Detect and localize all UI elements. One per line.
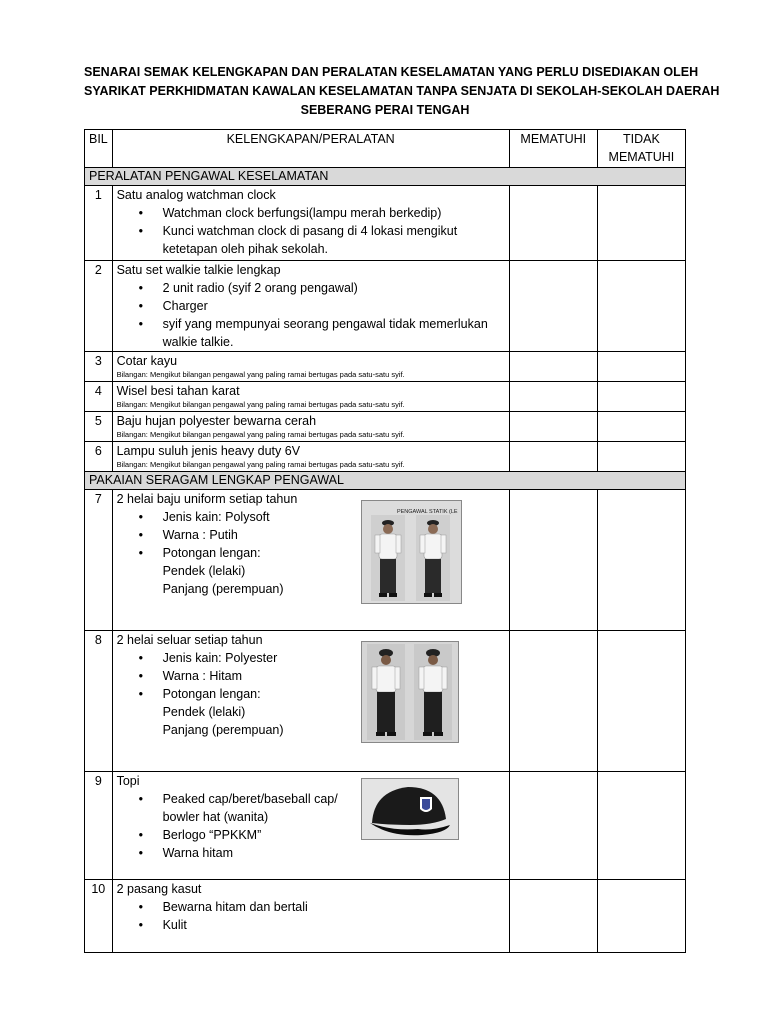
- section-row-pakaian: [85, 472, 686, 490]
- row-number: 1: [85, 186, 113, 261]
- uniformed-guards-figure-icon: [362, 501, 461, 603]
- sub-item: Panjang (perempuan): [162, 582, 284, 596]
- item-cell: [112, 490, 509, 631]
- item-title: 2 helai baju uniform setiap tahun: [116, 492, 298, 506]
- uniform-trousers-photo: [361, 641, 459, 743]
- row-number: 7: [85, 490, 113, 631]
- bullet-list: [117, 790, 353, 862]
- header-tidak-line2: MEMATUHI: [608, 150, 675, 164]
- list-item: • Jenis kain: Polysoft: [163, 508, 505, 526]
- row-number: 4: [85, 382, 113, 412]
- section-row-peralatan: [85, 168, 686, 186]
- mematuhi-checkbox-cell[interactable]: [509, 772, 597, 880]
- item-title: Topi: [116, 774, 140, 788]
- table-row: [85, 772, 686, 880]
- list-item: • Jenis kain: Polyester: [163, 649, 505, 667]
- title-line-2: SYARIKAT PERKHIDMATAN KAWALAN KESELAMATAN TANPA SENJATA DI SEKOLAH-SEKOLAH DAERAH: [84, 84, 720, 98]
- row-number: 6: [85, 442, 113, 472]
- mematuhi-checkbox-cell[interactable]: [509, 186, 597, 261]
- header-mematuhi: MEMATUHI: [509, 130, 597, 168]
- row-number: 2: [85, 261, 113, 352]
- cap-photo: [361, 778, 459, 840]
- mematuhi-checkbox-cell[interactable]: [509, 490, 597, 631]
- title-line-3: SEBERANG PERAI TENGAH: [300, 103, 470, 117]
- bullet-list: [117, 279, 505, 351]
- header-tidak-mematuhi: [597, 130, 685, 168]
- table-row: [85, 261, 686, 352]
- table-row: [85, 186, 686, 261]
- tidak-mematuhi-checkbox-cell[interactable]: [597, 186, 685, 261]
- list-item: • 2 unit radio (syif 2 orang pengawal): [163, 279, 505, 297]
- quantity-note: Bilangan: Mengikut bilangan pengawal yang paling ramai bertugas pada satu-satu syif.: [116, 370, 405, 379]
- mematuhi-checkbox-cell[interactable]: [509, 442, 597, 472]
- list-item: • Kunci watchman clock di pasang di 4 lokasi mengikut ketetapan oleh pihak sekolah.: [163, 222, 505, 258]
- item-title: Cotar kayu: [116, 354, 178, 368]
- tidak-mematuhi-checkbox-cell[interactable]: [597, 382, 685, 412]
- table-row: [85, 490, 686, 631]
- item-cell: [112, 412, 509, 442]
- uniform-shirt-photo: [361, 500, 462, 604]
- tidak-mematuhi-checkbox-cell[interactable]: [597, 880, 685, 953]
- mematuhi-checkbox-cell[interactable]: [509, 382, 597, 412]
- list-item: • Potongan lengan:: [163, 685, 505, 703]
- baseball-cap-icon: [362, 779, 458, 839]
- mematuhi-checkbox-cell[interactable]: [509, 631, 597, 772]
- tidak-mematuhi-checkbox-cell[interactable]: [597, 442, 685, 472]
- list-item: • syif yang mempunyai seorang pengawal tidak memerlukan walkie talkie.: [163, 315, 505, 351]
- tidak-mematuhi-checkbox-cell[interactable]: [597, 772, 685, 880]
- header-tidak-line1: TIDAK: [623, 132, 660, 146]
- item-cell: [112, 442, 509, 472]
- mematuhi-checkbox-cell[interactable]: [509, 412, 597, 442]
- section-title: PERALATAN PENGAWAL KESELAMATAN: [85, 168, 686, 186]
- item-title: 2 pasang kasut: [116, 882, 202, 896]
- checklist-table: [84, 129, 686, 953]
- header-item: KELENGKAPAN/PERALATAN: [112, 130, 509, 168]
- list-item: • Potongan lengan:: [163, 544, 505, 562]
- mematuhi-checkbox-cell[interactable]: [509, 261, 597, 352]
- sub-item: Panjang (perempuan): [162, 723, 284, 737]
- list-item: • Peaked cap/beret/baseball cap/ bowler hat (wanita): [163, 790, 353, 826]
- bullet-list: [117, 898, 505, 934]
- list-item: • Watchman clock berfungsi(lampu merah berkedip): [163, 204, 505, 222]
- header-row: [85, 130, 686, 168]
- list-item: • Charger: [163, 297, 505, 315]
- table-row: [85, 352, 686, 382]
- table-row: [85, 631, 686, 772]
- list-item: • Warna : Hitam: [163, 667, 505, 685]
- list-item: • Bewarna hitam dan bertali: [163, 898, 505, 916]
- table-row: [85, 412, 686, 442]
- item-cell: [112, 186, 509, 261]
- item-title: Baju hujan polyester bewarna cerah: [116, 414, 317, 428]
- list-item: • Warna hitam: [163, 844, 353, 862]
- mematuhi-checkbox-cell[interactable]: [509, 880, 597, 953]
- header-bil: BIL: [85, 130, 113, 168]
- item-title: Lampu suluh jenis heavy duty 6V: [116, 444, 301, 458]
- list-item: • Kulit: [163, 916, 505, 934]
- mematuhi-checkbox-cell[interactable]: [509, 352, 597, 382]
- quantity-note: Bilangan: Mengikut bilangan pengawal yang paling ramai bertugas pada satu-satu syif.: [116, 430, 405, 439]
- row-number: 10: [85, 880, 113, 953]
- tidak-mematuhi-checkbox-cell[interactable]: [597, 261, 685, 352]
- row-number: 5: [85, 412, 113, 442]
- title-line-1: SENARAI SEMAK KELENGKAPAN DAN PERALATAN KESELAMATAN YANG PERLU DISEDIAKAN OLEH: [84, 65, 699, 79]
- table-row: [85, 880, 686, 953]
- item-cell: [112, 382, 509, 412]
- table-row: [85, 382, 686, 412]
- row-number: 8: [85, 631, 113, 772]
- list-item: • Berlogo “PPKKM”: [163, 826, 353, 844]
- bullet-list: [117, 204, 505, 258]
- tidak-mematuhi-checkbox-cell[interactable]: [597, 412, 685, 442]
- item-title: Satu set walkie talkie lengkap: [116, 263, 281, 277]
- tidak-mematuhi-checkbox-cell[interactable]: [597, 490, 685, 631]
- sub-item: Pendek (lelaki): [162, 705, 246, 719]
- quantity-note: Bilangan: Mengikut bilangan pengawal yang paling ramai bertugas pada satu-satu syif.: [116, 400, 405, 409]
- item-cell: [112, 880, 509, 953]
- list-item: • Warna : Putih: [163, 526, 505, 544]
- document-title: [84, 63, 720, 120]
- row-number: 3: [85, 352, 113, 382]
- row-number: 9: [85, 772, 113, 880]
- item-cell: [112, 772, 509, 880]
- sub-item: Pendek (lelaki): [162, 564, 246, 578]
- table-row: [85, 442, 686, 472]
- item-title: 2 helai seluar setiap tahun: [116, 633, 263, 647]
- tidak-mematuhi-checkbox-cell[interactable]: [597, 631, 685, 772]
- item-title: Wisel besi tahan karat: [116, 384, 240, 398]
- item-cell: [112, 631, 509, 772]
- section-title: PAKAIAN SERAGAM LENGKAP PENGAWAL: [85, 472, 686, 490]
- quantity-note: Bilangan: Mengikut bilangan pengawal yang paling ramai bertugas pada satu-satu syif.: [116, 460, 405, 469]
- item-title: Satu analog watchman clock: [116, 188, 276, 202]
- tidak-mematuhi-checkbox-cell[interactable]: [597, 352, 685, 382]
- uniformed-guards-figure-icon: [362, 642, 458, 742]
- item-cell: [112, 261, 509, 352]
- photo-caption: PENGAWAL STATIK (LE: [396, 509, 458, 515]
- item-cell: [112, 352, 509, 382]
